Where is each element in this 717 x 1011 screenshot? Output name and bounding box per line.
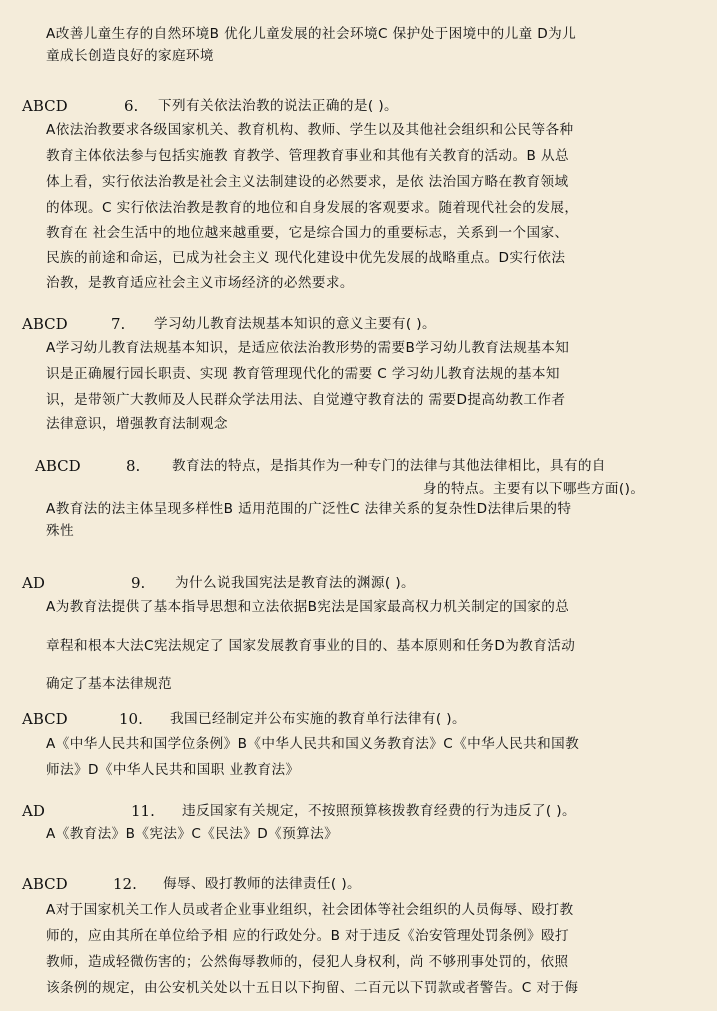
option-line: 章程和根本大法C宪法规定了 国家发展教育事业的目的、基本原则和任务D为教育活动	[46, 638, 576, 654]
option-line: 确定了基本法律规范	[46, 676, 172, 692]
answer-key: ABCD	[35, 457, 81, 475]
option-line: A改善儿童生存的自然环境B 优化儿童发展的社会环境C 保护处于困境中的儿童 D为儿	[46, 26, 577, 42]
question-stem: 教育法的特点，是指其作为一种专门的法律与其他法律相比，具有的自	[172, 458, 606, 474]
question-number: 11.	[131, 802, 155, 820]
option-line: 的体现。C 实行依法治教是教育的地位和自身发展的客观要求。随着现代社会的发展，	[46, 200, 579, 216]
question-stem: 我国已经制定并公布实施的教育单行法律有( )。	[170, 711, 467, 727]
option-line: 法律意识，增强教育法制观念	[46, 416, 228, 432]
question-stem: 学习幼儿教育法规基本知识的意义主要有( )。	[154, 316, 437, 332]
question-number: 6.	[124, 97, 139, 115]
option-line: A依法治教要求各级国家机关、教育机构、教师、学生以及其他社会组织和公民等各种	[46, 122, 574, 138]
option-line: 民族的前途和命运，已成为社会主义 现代化建设中优先发展的战略重点。D实行依法	[46, 250, 566, 266]
option-line: 该条例的规定，由公安机关处以十五日以下拘留、二百元以下罚款或者警告。C 对于侮	[46, 980, 579, 996]
option-line: 童成长创造良好的家庭环境	[46, 48, 214, 64]
option-line: 教育主体依法参与包括实施教 育教学、管理教育事业和其他有关教育的活动。B 从总	[46, 148, 569, 164]
question-stem: 侮辱、殴打教师的法律责任( )。	[163, 876, 362, 892]
option-line: 师的，应由其所在单位给予相 应的行政处分。B 对于违反《治安管理处罚条例》殴打	[46, 928, 569, 944]
answer-key: ABCD	[22, 315, 68, 333]
answer-key: ABCD	[22, 710, 68, 728]
option-line: A为教育法提供了基本指导思想和立法依据B宪法是国家最高权力机关制定的国家的总	[46, 599, 570, 615]
option-line: 师法》D《中华人民共和国职 业教育法》	[46, 762, 300, 778]
question-number: 12.	[113, 875, 137, 893]
question-stem: 违反国家有关规定，不按照预算核拨教育经费的行为违反了( )。	[182, 803, 576, 819]
question-number: 9.	[131, 574, 146, 592]
question-number: 10.	[119, 710, 143, 728]
answer-key: AD	[22, 574, 45, 592]
answer-key: ABCD	[22, 875, 68, 893]
option-line: 识，是带领广大教师及人民群众学法用法、自觉遵守教育法的 需要D提高幼教工作者	[46, 392, 566, 408]
option-line: 治教，是教育适应社会主义市场经济的必然要求。	[46, 275, 354, 291]
question-stem: 身的特点。主要有以下哪些方面()。	[423, 481, 645, 497]
question-stem: 下列有关依法治教的说法正确的是( )。	[158, 98, 399, 114]
answer-key: ABCD	[22, 97, 68, 115]
option-line: 识是正确履行园长职责、实现 教育管理现代化的需要 C 学习幼儿教育法规的基本知	[46, 366, 560, 382]
question-number: 7.	[111, 315, 126, 333]
question-number: 8.	[126, 457, 141, 475]
option-line: A对于国家机关工作人员或者企业事业组织，社会团体等社会组织的人员侮辱、殴打教	[46, 902, 574, 918]
option-line: 体上看，实行依法治教是社会主义法制建设的必然要求，是依 法治国方略在教育领域	[46, 174, 569, 190]
option-line: 教育在 社会生活中的地位越来越重要，它是综合国力的重要标志，关系到一个国家、	[46, 225, 569, 241]
option-line: A教育法的法主体呈现多样性B 适用范围的广泛性C 法律关系的复杂性D法律后果的特	[46, 501, 572, 517]
option-line: A《教育法》B《宪法》C《民法》D《预算法》	[46, 826, 339, 842]
option-line: 殊性	[46, 523, 74, 539]
option-line: A《中华人民共和国学位条例》B《中华人民共和国义务教育法》C《中华人民共和国教	[46, 736, 580, 752]
option-line: 教师，造成轻微伤害的；公然侮辱教师的，侵犯人身权利，尚 不够刑事处罚的，依照	[46, 954, 569, 970]
answer-key: AD	[22, 802, 45, 820]
option-line: A学习幼儿教育法规基本知识，是适应依法治教形势的需要B学习幼儿教育法规基本知	[46, 340, 570, 356]
question-stem: 为什么说我国宪法是教育法的渊源( )。	[175, 575, 416, 591]
